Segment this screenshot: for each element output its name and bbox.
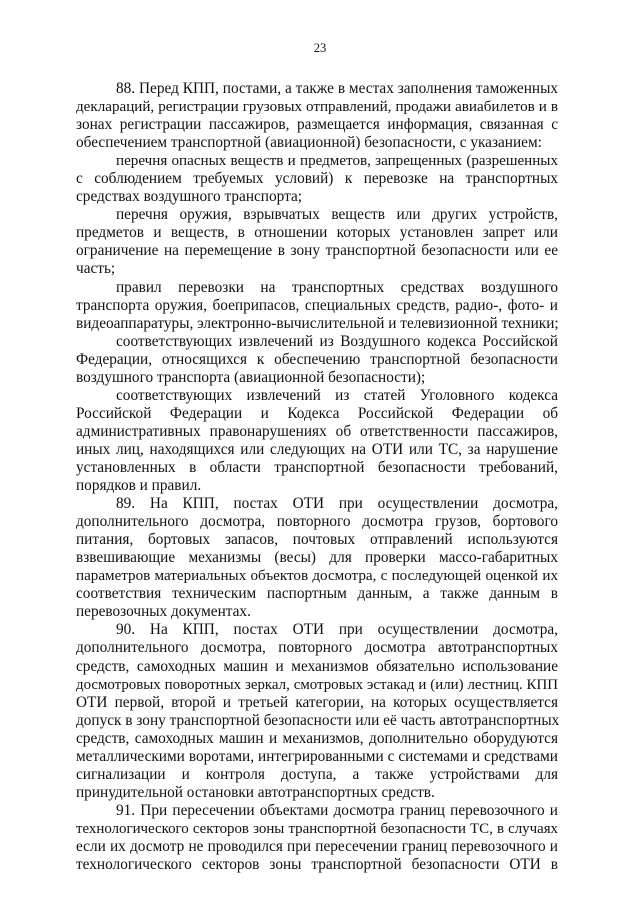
text-line: предметов и веществ, в отношении которых установлен запрет или: [76, 224, 558, 242]
text-line: воздушного транспорта (авиационной безопасности);: [76, 368, 426, 386]
text-line: сигнализации и контроля доступа, а также устройствами для: [76, 765, 558, 783]
text-line: часть;: [76, 260, 116, 278]
text-line: правил перевозки на транспортных средствах воздушного: [116, 278, 558, 296]
page-number: 23: [313, 41, 327, 55]
text-line: средствах воздушного транспорта;: [76, 188, 302, 206]
text-line: установленных в области транспортной безопасности требований,: [76, 458, 558, 476]
text-line: с соблюдением требуемых условий) к перевозке на транспортных: [76, 170, 558, 188]
text-line: дополнительного досмотра, повторного досмотра грузов, бортового: [76, 513, 558, 531]
text-line: средств, самоходных машин и механизмов обязательно использование: [76, 657, 558, 675]
text-line: обеспечением транспортной (авиационной) безопасности, с указанием:: [76, 134, 542, 152]
text-line: если их досмотр не проводился при пересечении границ перевозочного и: [76, 837, 558, 855]
text-line: принудительной остановки автотранспортных средств.: [76, 783, 435, 801]
text-line: технологического секторов зоны транспортной безопасности ТС, в случаях: [76, 820, 558, 837]
text-line: технологического секторов зоны транспортной безопасности ОТИ в: [76, 856, 558, 874]
text-line: перечня оружия, взрывчатых веществ или других устройств,: [116, 206, 558, 224]
text-line: Федерации, относящихся к обеспечению транспортной безопасности: [76, 350, 558, 368]
text-line: транспорта оружия, боеприпасов, специальных средств, радио-, фото- и: [76, 296, 558, 314]
text-line: допуск в зону транспортной безопасности или её часть автотранспортных: [76, 711, 560, 729]
text-line: деклараций, регистрации грузовых отправлений, продажи авиабилетов и в: [76, 99, 558, 116]
text-line: иных лиц, находящихся или следующих на ОТИ или ТС, за нарушение: [76, 440, 558, 458]
text-line: административных правонарушениях об ответственности пассажиров,: [76, 422, 558, 440]
text-line: 90. На КПП, постах ОТИ при осуществлении досмотра,: [116, 621, 558, 639]
text-line: соответствующих извлечений из статей Уголовного кодекса: [116, 386, 558, 404]
text-line: соответствия техническим паспортным данным, а также данным в: [76, 585, 558, 603]
text-line: ограничение на перемещение в зону транспортной безопасности или ее: [76, 242, 558, 260]
text-line: соответствующих извлечений из Воздушного кодекса Российской: [116, 332, 558, 350]
text-line: Российской Федерации и Кодекса Российской Федерации об: [76, 404, 558, 422]
text-line: 89. На КПП, постах ОТИ при осуществлении досмотра,: [116, 495, 558, 513]
text-line: дополнительного досмотра, повторного досмотра автотранспортных: [76, 639, 558, 657]
text-line: ОТИ первой, второй и третьей категории, на которых осуществляется: [76, 693, 558, 711]
text-line: параметров материальных объектов досмотра, с последующей оценкой их: [76, 568, 558, 585]
document-body: [76, 80, 558, 874]
text-line: питания, бортовых запасов, почтовых отправлений используются: [76, 531, 558, 549]
text-line: досмотровых поворотных зеркал, смотровых эстакад и (или) лестниц. КПП: [76, 676, 558, 693]
text-line: порядков и правил.: [76, 477, 202, 495]
text-line: видеоаппаратуры, электронно-вычислительной и телевизионной техники;: [76, 314, 559, 332]
text-line: 91. При пересечении объектами досмотра границ перевозочного и: [116, 801, 558, 819]
text-line: зонах регистрации пассажиров, размещается информация, связанная с: [76, 116, 558, 134]
text-line: металлическими воротами, интегрированными с системами и средствами: [76, 747, 558, 765]
text-line: 88. Перед КПП, постами, а также в местах заполнения таможенных: [116, 80, 558, 97]
text-line: перечня опасных веществ и предметов, запрещенных (разрешенных: [116, 153, 558, 170]
text-line: средств, самоходных машин и механизмов, дополнительно оборудуются: [76, 729, 558, 747]
text-line: взвешивающие механизмы (весы) для проверки массо-габаритных: [76, 549, 558, 567]
text-line: перевозочных документах.: [76, 603, 251, 621]
